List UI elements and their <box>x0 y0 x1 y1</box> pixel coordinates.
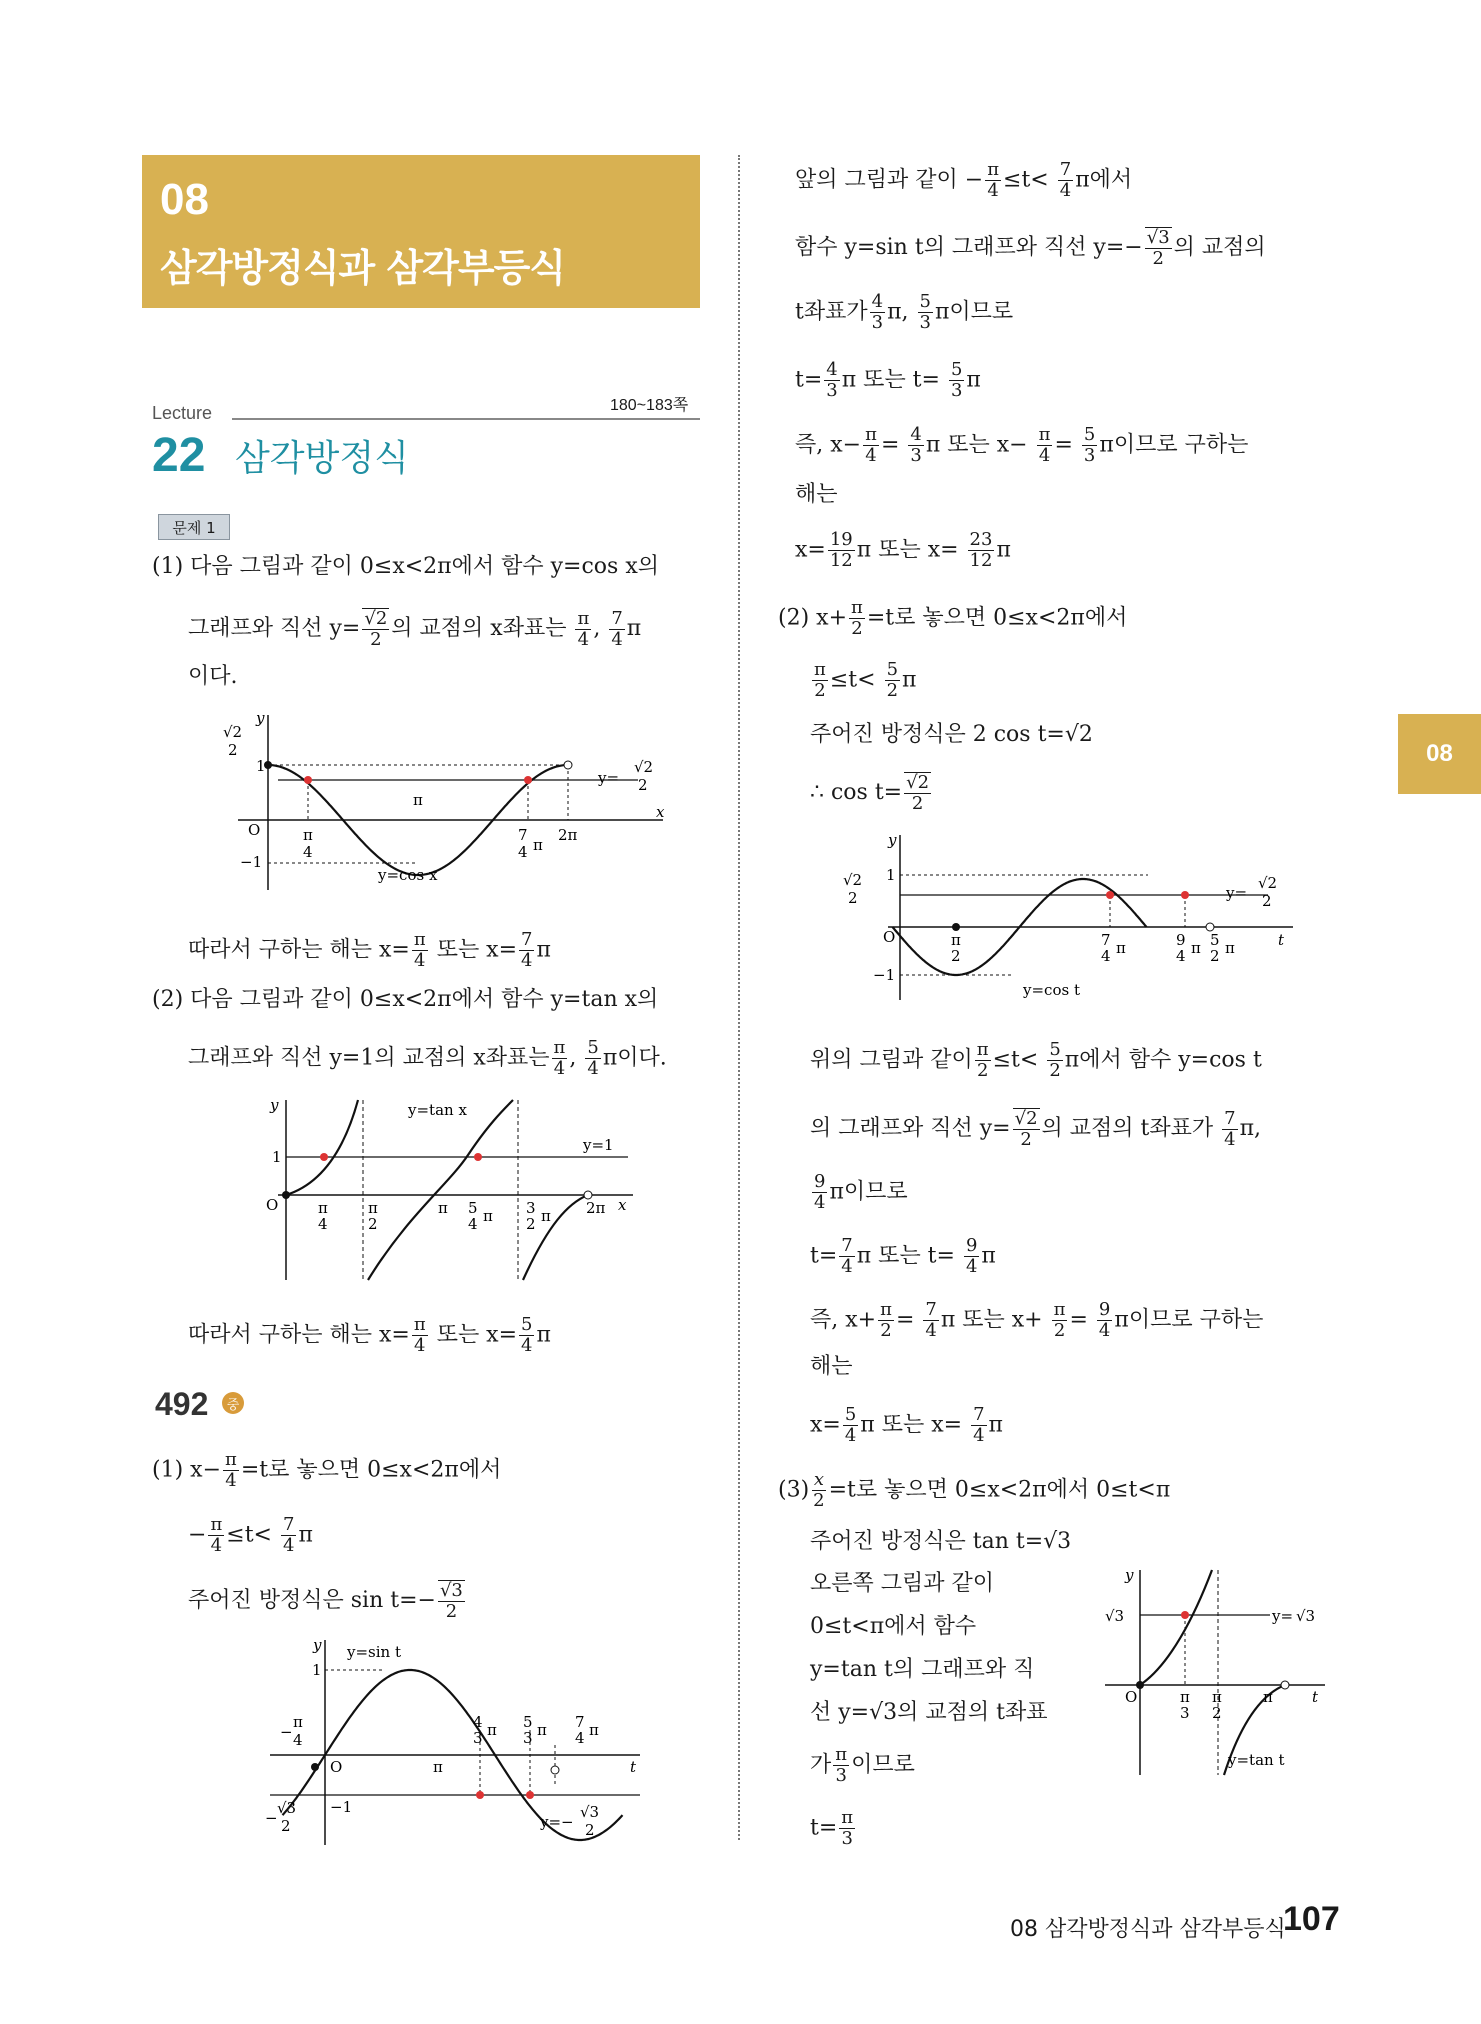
tick-pi: π <box>303 826 313 844</box>
svg-text:2: 2 <box>368 1215 378 1233</box>
svg-text:9: 9 <box>1176 931 1186 949</box>
p2-answer: 따라서 구하는 해는 x= $\frac{\pi}{4}$ 또는 x= $\frac{5}{4}$ π <box>188 1314 551 1356</box>
tick-2pi: 2π <box>558 826 578 844</box>
x-axis-label: x <box>656 803 665 821</box>
r-line1: 앞의 그림과 같이 − $\frac{\pi}{4}$ ≤t< $\frac{7}{4}$ π에서 <box>795 159 1133 201</box>
r-line20: 주어진 방정식은 tan t=√3 <box>810 1529 1072 1554</box>
r-line21: 오른쪽 그림과 같이 <box>810 1571 995 1596</box>
graph-tan-x <box>258 1095 638 1285</box>
tan-branch <box>368 1100 513 1280</box>
svg-text:π: π <box>1212 1688 1222 1706</box>
r-line26: t= $\frac{\pi}{3}$ <box>810 1807 854 1849</box>
footer-chapter-title: 08 삼각방정식과 삼각부등식 <box>1010 1917 1286 1942</box>
curve-label: y=tan x <box>408 1101 467 1119</box>
svg-text:1: 1 <box>886 866 896 884</box>
svg-text:π: π <box>1225 939 1235 957</box>
r-line2: 함수 y=sin t의 그래프와 직선 y=− $\frac{√3}{2}$ 의 교점의 <box>795 227 1266 269</box>
svg-text:3: 3 <box>526 1199 536 1217</box>
svg-text:O: O <box>883 928 896 946</box>
intersection-point <box>526 1791 534 1799</box>
svg-text:2: 2 <box>951 947 961 965</box>
svg-text:7: 7 <box>1101 931 1111 949</box>
svg-text:√3: √3 <box>277 1799 297 1817</box>
svg-text:π: π <box>541 1207 551 1225</box>
line-label: y=1 <box>583 1136 614 1154</box>
tick-1: 1 <box>272 1148 282 1166</box>
chapter-banner <box>142 155 700 308</box>
p2-line2: 그래프와 직선 y=1의 교점의 x좌표는 $\frac{\pi}{4}$ , $\frac{5}{4}$ π이다. <box>188 1037 667 1079</box>
left-label-den: 2 <box>228 741 238 759</box>
svg-text:3: 3 <box>523 1729 533 1747</box>
y-axis-label: y <box>270 1096 279 1114</box>
p1-line1: (1) 다음 그림과 같이 0≤x<2π에서 함수 y=cos x의 <box>152 554 659 579</box>
svg-text:y=sin t: y=sin t <box>347 1643 401 1661</box>
p1-line2: 그래프와 직선 y= $\frac{√2}{2}$ 의 교점의 x좌표는 $\frac{\pi}{4}$ , $\frac{7}{4}$ π <box>188 607 642 650</box>
svg-text:y=cos t: y=cos t <box>1023 981 1080 999</box>
line-label-num: √2 <box>634 758 654 776</box>
r-line18: x= $\frac{5}{4}$ π 또는 x= $\frac{7}{4}$ π <box>810 1404 1004 1446</box>
tick-4: 4 <box>518 843 528 861</box>
svg-text:π: π <box>1263 1688 1273 1706</box>
tick-1: 1 <box>256 757 266 775</box>
svg-text:y: y <box>888 831 897 849</box>
svg-text:√3: √3 <box>1296 1607 1316 1625</box>
r-line17: 해는 <box>810 1354 853 1379</box>
graph-cos-t <box>838 830 1298 1005</box>
intersection-point <box>476 1791 484 1799</box>
lecture-label: Lecture <box>152 403 213 423</box>
svg-text:4: 4 <box>575 1729 585 1747</box>
tick-4: 4 <box>303 843 313 861</box>
svg-text:√2: √2 <box>843 871 863 889</box>
tick-minus1: −1 <box>240 853 263 871</box>
curve-label: y=cos x <box>378 866 438 884</box>
svg-text:y=: y= <box>1272 1607 1294 1625</box>
intersection-point <box>524 776 532 784</box>
svg-text:π: π <box>318 1199 328 1217</box>
r-line10: 주어진 방정식은 2 cos t=√2 <box>810 722 1093 747</box>
svg-text:t: t <box>1312 1688 1319 1706</box>
r-line23: y=tan t의 그래프와 직 <box>810 1657 1035 1682</box>
intersection-point <box>1181 1611 1189 1619</box>
svg-text:2: 2 <box>1262 892 1272 910</box>
svg-text:π: π <box>293 1713 303 1731</box>
intersection-point <box>320 1153 328 1161</box>
svg-text:π: π <box>537 1721 547 1739</box>
intersection-point <box>1181 891 1189 899</box>
svg-text:π: π <box>487 1721 497 1739</box>
svg-text:5: 5 <box>468 1199 478 1217</box>
svg-text:5: 5 <box>523 1713 533 1731</box>
svg-text:t: t <box>630 1758 637 1776</box>
r-line16: 즉, x+ $\frac{\pi}{2}$ = $\frac{7}{4}$ π 또는 x+ $\frac{\pi}{2}$ = $\frac{9}{4}$ π이므로 구하는 <box>810 1299 1264 1341</box>
svg-text:4: 4 <box>293 1731 303 1749</box>
r-line7: x= $\frac{19}{12}$ π 또는 x= $\frac{23}{12}$ π <box>795 529 1011 571</box>
svg-text:y: y <box>313 1636 322 1654</box>
svg-text:√3: √3 <box>1105 1607 1125 1625</box>
p2-line1: (2) 다음 그림과 같이 0≤x<2π에서 함수 y=tan x의 <box>152 987 659 1012</box>
svg-text:2: 2 <box>585 1821 595 1839</box>
svg-text:−: − <box>280 1723 293 1741</box>
line-label: y= <box>598 769 620 787</box>
svg-text:2: 2 <box>1210 947 1220 965</box>
svg-text:4: 4 <box>318 1215 328 1233</box>
svg-text:5: 5 <box>1210 931 1220 949</box>
svg-text:y: y <box>1125 1566 1134 1584</box>
tick-pi: π <box>533 836 543 854</box>
r-line22: 0≤t<π에서 함수 <box>810 1614 977 1639</box>
r-line14: $\frac{9}{4}$ π이므로 <box>814 1171 908 1213</box>
graph-cos-x <box>218 705 668 895</box>
r-line9: $\frac{\pi}{2}$ ≤t< $\frac{5}{2}$ π <box>814 659 917 701</box>
intersection-point <box>1106 891 1114 899</box>
chapter-title: 삼각방정식과 삼각부등식 <box>160 246 566 290</box>
svg-text:π: π <box>368 1199 378 1217</box>
column-divider <box>738 155 740 1840</box>
svg-text:−: − <box>265 1809 278 1827</box>
svg-text:3: 3 <box>1180 1704 1190 1722</box>
lecture-number: 22 <box>152 429 206 482</box>
x-axis-label: x <box>618 1196 627 1214</box>
p1-answer: 따라서 구하는 해는 x= $\frac{\pi}{4}$ 또는 x= $\frac{7}{4}$ π <box>188 929 551 971</box>
left-label-num: √2 <box>223 723 243 741</box>
end-point <box>564 761 572 769</box>
r-line25: 가 $\frac{\pi}{3}$ 이므로 <box>810 1744 915 1786</box>
svg-text:√3: √3 <box>580 1803 600 1821</box>
svg-text:O: O <box>1125 1688 1138 1706</box>
svg-text:2: 2 <box>281 1817 291 1835</box>
svg-text:4: 4 <box>468 1215 478 1233</box>
lecture-pages: 180~183쪽 <box>610 397 689 414</box>
svg-text:−1: −1 <box>873 966 896 984</box>
svg-text:π: π <box>483 1207 493 1225</box>
chapter-number: 08 <box>160 175 209 224</box>
svg-text:y=−: y=− <box>540 1813 574 1831</box>
r-line19: (3) $\frac{x}{2}$ =t로 놓으면 0≤x<2π에서 0≤t<π <box>778 1469 1171 1511</box>
page-number: 107 <box>1283 1900 1340 1938</box>
difficulty-badge: 중 <box>222 1392 244 1414</box>
r-line3: t좌표가 $\frac{4}{3}$ π, $\frac{5}{3}$ π이므로 <box>795 291 1014 333</box>
p3-line3: 주어진 방정식은 sin t=− $\frac{√3}{2}$ <box>188 1580 463 1622</box>
lecture-rule <box>232 418 700 420</box>
p1-line3: 이다. <box>188 664 238 689</box>
svg-text:4: 4 <box>1101 947 1111 965</box>
svg-text:7: 7 <box>575 1713 585 1731</box>
r-line12: 위의 그림과 같이 $\frac{\pi}{2}$ ≤t< $\frac{5}{2}$ π에서 함수 y=cos t <box>810 1039 1262 1081</box>
svg-text:2: 2 <box>848 889 858 907</box>
svg-text:O: O <box>330 1758 343 1776</box>
origin-label: O <box>266 1196 279 1214</box>
intersection-point <box>474 1153 482 1161</box>
r-line4: t= $\frac{4}{3}$ π 또는 t= $\frac{5}{3}$ π <box>795 359 981 401</box>
tan-branch <box>286 1100 358 1195</box>
r-line24: 선 y=√3의 교점의 t좌표 <box>810 1700 1048 1725</box>
svg-text:π: π <box>589 1721 599 1739</box>
svg-text:π: π <box>951 931 961 949</box>
svg-text:π: π <box>1191 939 1201 957</box>
svg-text:2: 2 <box>1212 1704 1222 1722</box>
tan-branch <box>1140 1570 1212 1685</box>
graph-tan-t <box>1100 1565 1330 1780</box>
origin-label: O <box>248 821 261 839</box>
svg-text:π: π <box>1116 939 1126 957</box>
svg-text:1: 1 <box>312 1661 322 1679</box>
r-line6: 해는 <box>795 482 838 507</box>
tick-pi: π <box>413 791 423 809</box>
r-line5: 즉, x− $\frac{\pi}{4}$ = $\frac{4}{3}$ π 또는 x− $\frac{\pi}{4}$ = $\frac{5}{3}$ π이므로 구하는 <box>795 424 1249 466</box>
svg-text:t: t <box>1278 931 1285 949</box>
svg-text:π: π <box>433 1758 443 1776</box>
problem-badge: 문제 1 <box>158 514 230 540</box>
lecture-title: 삼각방정식 <box>235 438 409 479</box>
r-line15: t= $\frac{7}{4}$ π 또는 t= $\frac{9}{4}$ π <box>810 1235 996 1277</box>
problem-number: 492 <box>155 1386 209 1422</box>
svg-text:−1: −1 <box>330 1798 353 1816</box>
r-line8: (2) x+ $\frac{\pi}{2}$ =t로 놓으면 0≤x<2π에서 <box>778 597 1128 639</box>
p3-line1: (1) x− $\frac{\pi}{4}$ =t로 놓으면 0≤x<2π에서 <box>152 1449 502 1491</box>
svg-text:4: 4 <box>1176 947 1186 965</box>
svg-text:π: π <box>1180 1688 1190 1706</box>
line-label-den: 2 <box>638 776 648 794</box>
graph-sin-t <box>265 1635 645 1850</box>
r-line13: 의 그래프와 직선 y= $\frac{√2}{2}$ 의 교점의 t좌표가 $\frac{7}{4}$ π, <box>810 1107 1262 1150</box>
svg-text:4: 4 <box>473 1713 483 1731</box>
y-axis-label: y <box>256 709 265 727</box>
svg-text:√2: √2 <box>1258 874 1278 892</box>
svg-text:y=: y= <box>1226 884 1248 902</box>
tick-7: 7 <box>518 826 528 844</box>
intersection-point <box>304 776 312 784</box>
svg-text:y=tan t: y=tan t <box>1228 1751 1285 1769</box>
svg-text:π: π <box>438 1199 448 1217</box>
svg-text:2π: 2π <box>586 1199 606 1217</box>
svg-text:2: 2 <box>526 1215 536 1233</box>
r-line11: ∴ cos t= $\frac{√2}{2}$ <box>810 772 930 814</box>
p3-line2: − $\frac{\pi}{4}$ ≤t< $\frac{7}{4}$ π <box>188 1514 313 1556</box>
chapter-side-tab: 08 <box>1398 714 1481 794</box>
svg-text:3: 3 <box>473 1729 483 1747</box>
